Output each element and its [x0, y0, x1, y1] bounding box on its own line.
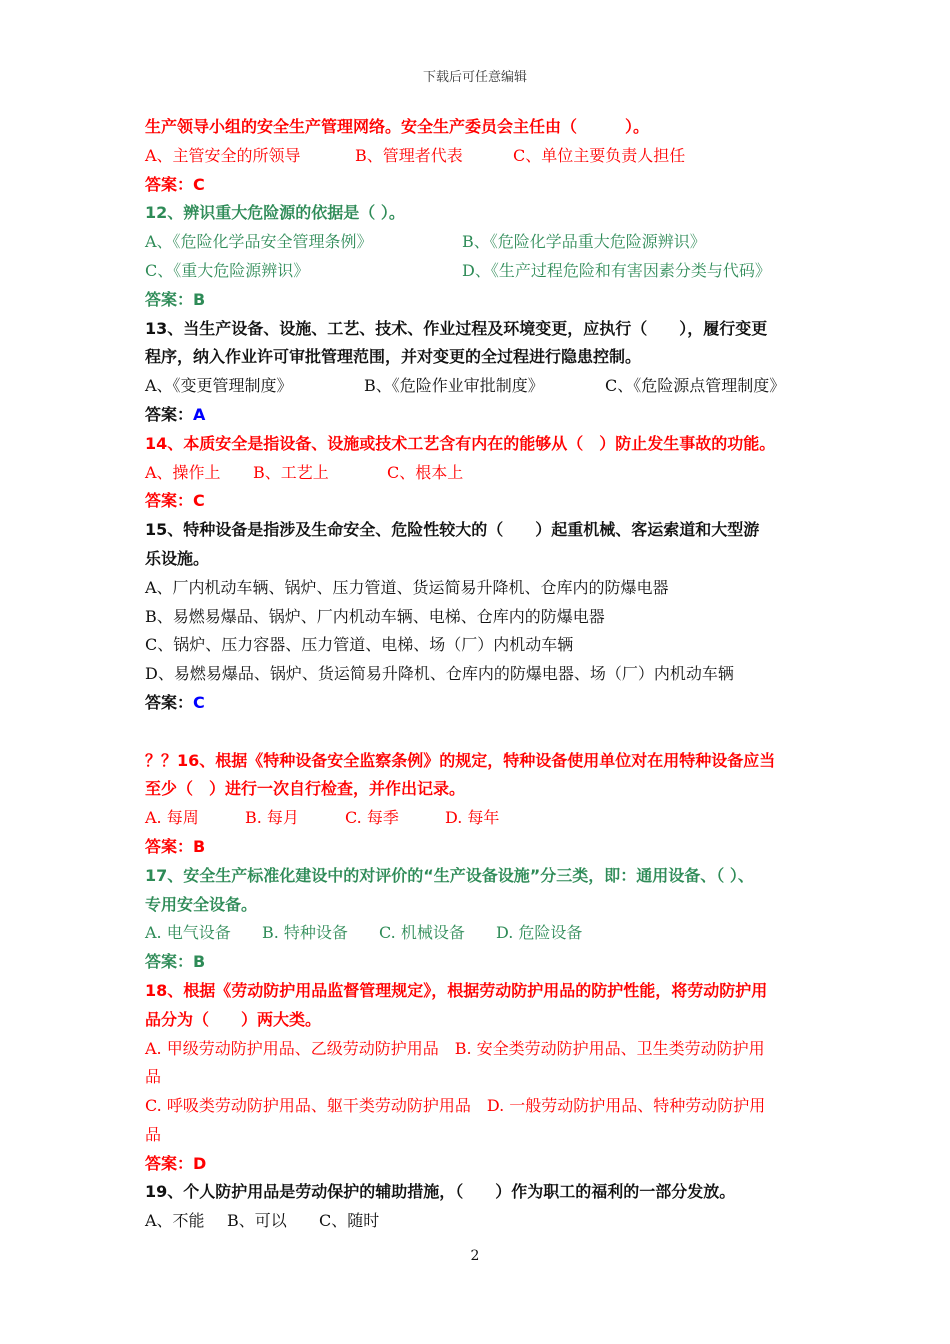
question-19-options [145, 1207, 815, 1236]
option-a: A、主管安全的所领导 [145, 145, 301, 165]
question-17-stem-line-1: 17、安全生产标准化建设中的对评价的“生产设备设施”分三类，即：通用设备、（ ）、 [145, 865, 754, 885]
question-15-stem-line-2: 乐设施。 [145, 548, 210, 568]
option-b: B、可以 [227, 1211, 287, 1231]
option-b: B. 每月 [245, 808, 299, 828]
question-13-answer [145, 401, 815, 430]
answer-value: A [193, 404, 206, 424]
question-11-options [145, 142, 815, 171]
question-12-options-cd [145, 257, 815, 286]
question-list [145, 113, 815, 1236]
page-header: 下载后可任意编辑 [422, 70, 527, 85]
answer-label: 答案： [145, 491, 194, 511]
question-17-options [145, 919, 815, 948]
answer-value: D [193, 1153, 207, 1173]
option-a: A、《危险化学品安全管理条例》 [145, 232, 373, 252]
answer-value: B [193, 836, 206, 856]
option-a: A、操作上 [145, 462, 221, 482]
question-16-stem-line-2: 至少（ ）进行一次自行检查，并作出记录。 [145, 779, 466, 799]
blank-line [145, 718, 815, 747]
question-18-options-ab-line-2: 品 [145, 1067, 162, 1087]
option-a: A. 电气设备 [145, 923, 231, 943]
question-18-options-cd-line-2: 品 [145, 1124, 162, 1144]
page-number: 2 [470, 1248, 480, 1264]
question-11-answer [145, 171, 815, 200]
option-c: C、单位主要负责人担任 [513, 145, 686, 165]
question-14-stem: 14、本质安全是指设备、设施或技术工艺含有内在的能够从（ ）防止发生事故的功能。 [145, 433, 776, 453]
question-15-option-d: D、易燃易爆品、锅炉、货运简易升降机、仓库内的防爆电器、场（厂）内机动车辆 [145, 664, 734, 684]
question-17-answer [145, 948, 815, 977]
question-17-stem-line-2: 专用安全设备。 [145, 894, 258, 914]
option-c: C、根本上 [387, 462, 464, 482]
option-d: D、《生产过程危险和有害因素分类与代码》 [462, 260, 771, 280]
question-15-option-a: A、厂内机动车辆、锅炉、压力管道、货运简易升降机、仓库内的防爆电器 [145, 577, 669, 597]
question-15-option-b: B、易燃易爆品、锅炉、厂内机动车辆、电梯、仓库内的防爆电器 [145, 606, 605, 626]
option-c: C. 每季 [345, 808, 399, 828]
answer-value: C [193, 491, 205, 511]
question-13-stem-line-2: 程序，纳入作业许可审批管理范围，并对变更的全过程进行隐患控制。 [145, 347, 642, 367]
question-14-options [145, 459, 815, 488]
question-12-answer [145, 286, 815, 315]
option-c: C. 机械设备 [379, 923, 465, 943]
question-11-stem: 生产领导小组的安全生产管理网络。安全生产委员会主任由（ ）。 [145, 117, 650, 136]
question-16-options [145, 804, 815, 833]
option-d: D. 每年 [445, 808, 500, 828]
question-18-answer [145, 1150, 815, 1179]
answer-label: 答案： [145, 289, 194, 309]
question-15-option-c: C、锅炉、压力容器、压力管道、电梯、场（厂）内机动车辆 [145, 635, 574, 655]
option-a: A. 每周 [145, 808, 199, 828]
answer-value: B [193, 952, 206, 972]
answer-value: C [193, 692, 205, 712]
option-b: B、《危险化学品重大危险源辨识》 [462, 232, 706, 252]
question-14-answer [145, 487, 815, 516]
question-18-options-cd-line-1: C. 呼吸类劳动防护用品、躯干类劳动防护用品 D. 一般劳动防护用品、特种劳动防护用 [145, 1096, 766, 1116]
answer-value: B [193, 289, 206, 309]
option-d: D. 危险设备 [496, 923, 583, 943]
question-15-stem-line-1: 15、特种设备是指涉及生命安全、危险性较大的（ ）起重机械、客运索道和大型游 [145, 520, 760, 540]
answer-label: 答案： [145, 692, 194, 712]
answer-value: C [193, 174, 205, 194]
question-16-answer [145, 833, 815, 862]
question-13-options [145, 372, 815, 401]
option-c: C、随时 [319, 1211, 380, 1231]
option-b: B. 特种设备 [262, 923, 348, 943]
option-b: B、《危险作业审批制度》 [364, 376, 544, 396]
option-a: A、《变更管理制度》 [145, 376, 293, 396]
answer-label: 答案： [145, 952, 194, 972]
option-c: C、《危险源点管理制度》 [605, 376, 786, 396]
question-19-stem: 19、个人防护用品是劳动保护的辅助措施，（ ）作为职工的福利的一部分发放。 [145, 1182, 736, 1202]
question-15-answer [145, 689, 815, 718]
answer-label: 答案： [145, 1153, 194, 1173]
option-b: B、管理者代表 [355, 145, 463, 165]
question-13-stem-line-1: 13、当生产设备、设施、工艺、技术、作业过程及环境变更，应执行（ ），履行变更 [145, 318, 768, 338]
question-18-stem-line-2: 品分为（ ）两大类。 [145, 1009, 322, 1029]
question-12-options-ab [145, 228, 815, 257]
question-16-stem-line-1: ？？16、根据《特种设备安全监察条例》的规定，特种设备使用单位对在用特种设备应当 [145, 750, 776, 770]
question-18-stem-line-1: 18、根据《劳动防护用品监督管理规定》，根据劳动防护用品的防护性能，将劳动防护用 [145, 980, 768, 1000]
question-12-stem: 12、辨识重大危险源的依据是（ ）。 [145, 203, 405, 223]
answer-label: 答案： [145, 174, 194, 194]
question-18-options-ab-line-1: A. 甲级劳动防护用品、乙级劳动防护用品 B. 安全类劳动防护用品、卫生类劳动防护用 [145, 1038, 765, 1058]
option-a: A、不能 [145, 1211, 205, 1231]
answer-label: 答案： [145, 404, 194, 424]
option-b: B、工艺上 [253, 462, 329, 482]
option-c: C、《重大危险源辨识》 [145, 260, 310, 280]
answer-label: 答案： [145, 836, 194, 856]
